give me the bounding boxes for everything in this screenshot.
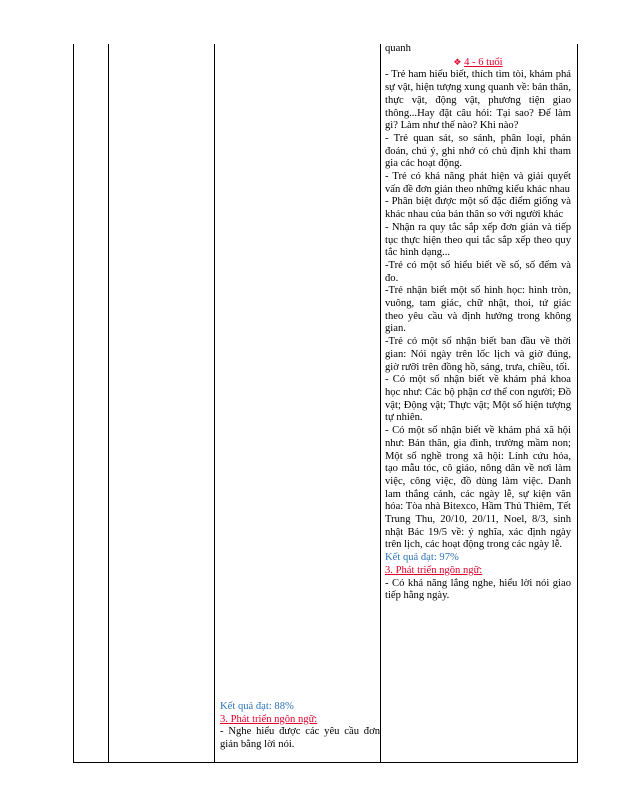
table-border-right [577,44,578,763]
table-border-left [73,44,74,763]
table-divider-3 [380,44,381,763]
result-text: Kết quả đạt: 97% [385,552,459,564]
text-line: - Phân biệt được một số đặc điểm giống và khác nhau của bản thân so với người khác [385,196,571,221]
text-line: - Trẻ quan sát, so sánh, phân loại, phán đoán, chú ý, ghi nhớ có chủ định khi tham gia các hoạt động. [385,132,571,170]
diamond-bullet-icon: ❖ [453,56,462,67]
table-divider-2 [214,44,215,763]
left-column-cell [220,701,380,752]
section-title: 3. Phát triển ngôn ngữ: [220,713,318,725]
section-text: - Có khả năng lắng nghe, hiểu lời nói giao tiếp hằng ngày. [385,577,571,602]
text-line: -Trẻ có một số nhận biết ban đầu về thời gian: Nói ngày trên lốc lịch và giờ đúng, giờ rưỡi trên đồng hồ, sáng, trưa, chiều, tối. [385,336,571,373]
text-line: - Có một số nhận biết về khám phá xã hội như: Bản thân, gia đình, trường mầm non; Một số nghề trong xã hội: Lính cứu hỏa, tạo mẫu tóc, cô giáo, nông dân về nơi làm việc, công việc, đồ dùng làm việc. Danh lam thắng cảnh, các ngày lễ, sự kiện văn hóa: Tòa nhà Bitexco, Hầm Thủ Thiêm, Tết Trung Thu, 20/10, 20/11, Noel, 8/3, sinh nhật Bác 19/5 về: ý nghĩa, xác định ngày trên lịch, các hoạt động trong các ngày lễ. [385,425,571,551]
table-divider-1 [108,44,109,763]
text-line: - Nhận ra quy tắc sắp xếp đơn giản và tiếp tục thực hiện theo qui tắc sắp xếp theo quy tắc hình dạng... [385,221,571,259]
age-heading [385,56,571,70]
text-line: - Có một số nhận biết về khám phá khoa học như: Các bộ phận cơ thể con người; Đồ vật; Động vật; Thực vật; Một số hiện tượng tự nhiên. [385,374,571,424]
text-line: -Trẻ nhận biết một số hình học: hình tròn, vuông, tam giác, chữ nhật, thoi, tứ giác theo yêu cầu và định hướng trong không gian. [385,285,571,335]
table-bottom-border [73,762,577,763]
text-line: - Trẻ ham hiểu biết, thích tìm tòi, khám phá sự vật, hiện tượng xung quanh về: bản thân, thực vật, động vật, phương tiện giao thông...Hay đặt câu hỏi: Tại sao? Để làm gì? Làm như thế nào? Khi nào? [385,69,571,132]
section-text: - Nghe hiểu được các yêu cầu đơn giản bằng lời nói. [220,726,380,751]
age-heading-label: 4 - 6 tuổi [464,56,503,68]
text-line: -Trẻ có một số hiểu biết về số, số đếm và đo. [385,259,571,284]
text-line: - Trẻ có khả năng phát hiện và giải quyết vấn đề đơn giản theo những kiểu khác nhau [385,171,571,195]
right-column-cell [385,43,571,603]
text-line: quanh [385,43,411,54]
section-title: 3. Phát triển ngôn ngữ: [385,564,483,576]
result-text: Kết quả đạt: 88% [220,701,294,712]
